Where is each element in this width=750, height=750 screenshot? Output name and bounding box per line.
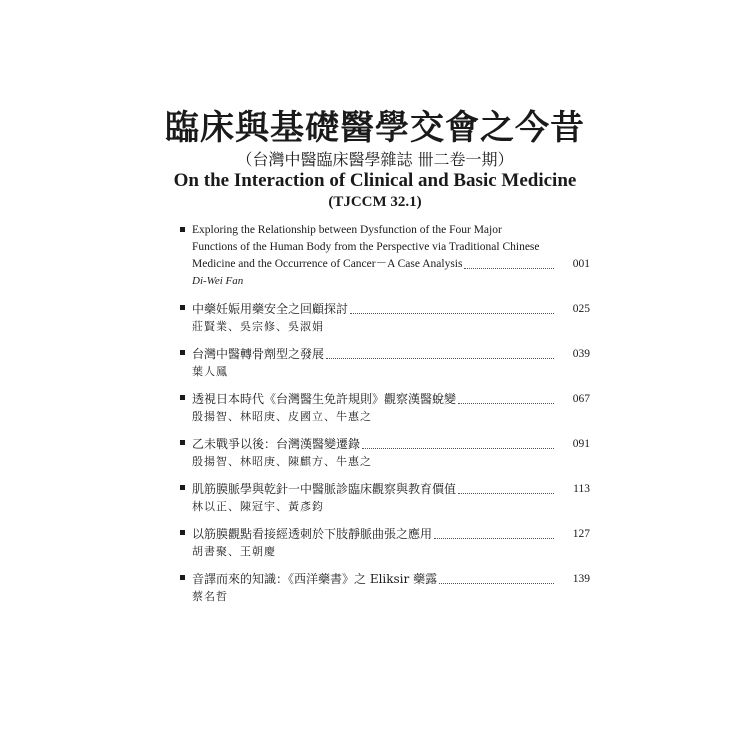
toc-entry-page: 139 bbox=[572, 573, 590, 585]
table-of-contents bbox=[180, 222, 590, 605]
dot-leader bbox=[458, 403, 554, 404]
toc-entry-title-line: Medicine and the Occurrence of Cancer－A Case Analysis bbox=[192, 258, 463, 270]
toc-entry-title-line: Exploring the Relationship between Dysfunction of the Four Major bbox=[192, 224, 502, 236]
toc-entry-title-line: Functions of the Human Body from the Perspective via Traditional Chinese bbox=[192, 241, 540, 253]
bullet-icon bbox=[180, 485, 185, 490]
bullet-icon bbox=[180, 575, 185, 580]
bullet-icon bbox=[180, 350, 185, 355]
toc-entry bbox=[180, 300, 590, 335]
toc-entry-title: 肌筋膜脈學與乾針一中醫脈診臨床觀察與教育價值 bbox=[192, 482, 457, 496]
book-subtitle-chinese: （台灣中醫臨床醫學雜誌 卌二卷一期） bbox=[236, 150, 514, 169]
toc-entry-title: 中藥妊娠用藥安全之回顧探討 bbox=[192, 302, 349, 316]
toc-entry-authors: 莊賢業、吳宗修、吳淑娟 bbox=[192, 320, 324, 333]
toc-entry bbox=[180, 570, 590, 605]
toc-entry-title: 台灣中醫轉骨劑型之發展 bbox=[192, 347, 325, 361]
dot-leader bbox=[362, 448, 554, 449]
toc-entry-authors: 葉人鳳 bbox=[192, 365, 228, 378]
dot-leader bbox=[350, 313, 554, 314]
toc-entry-authors: 林以正、陳冠宇、黃彥鈞 bbox=[192, 500, 324, 513]
bullet-icon bbox=[180, 530, 185, 535]
toc-entry-authors: 殷揚智、林昭庚、皮國立、牛惠之 bbox=[192, 410, 372, 423]
bullet-icon bbox=[180, 395, 185, 400]
toc-entry bbox=[180, 390, 590, 425]
book-title-english: On the Interaction of Clinical and Basic Medicine bbox=[173, 170, 577, 191]
toc-entry-authors: Di-Wei Fan bbox=[192, 275, 244, 287]
toc-entry-page: 025 bbox=[572, 303, 590, 315]
dot-leader bbox=[439, 583, 554, 584]
toc-entry-title: 以筋膜觀點看接經透刺於下肢靜脈曲張之應用 bbox=[192, 527, 433, 541]
toc-entry-page: 113 bbox=[573, 483, 590, 495]
toc-entry-authors: 胡書聚、王朝慶 bbox=[192, 545, 276, 558]
dot-leader bbox=[458, 493, 554, 494]
bullet-icon bbox=[180, 227, 185, 232]
toc-entry bbox=[180, 345, 590, 380]
book-subtitle-english: (TJCCM 32.1) bbox=[328, 194, 422, 210]
toc-entry-authors: 殷揚智、林昭庚、陳麒方、牛惠之 bbox=[192, 455, 372, 468]
toc-entry-page: 067 bbox=[572, 393, 590, 405]
dot-leader bbox=[326, 358, 554, 359]
book-title-chinese: 臨床與基礎醫學交會之今昔 bbox=[165, 108, 585, 148]
toc-entry-title: 透視日本時代《台灣醫生免許規則》觀察漢醫蛻變 bbox=[192, 392, 457, 406]
dot-leader bbox=[464, 268, 554, 269]
dot-leader bbox=[434, 538, 554, 539]
toc-entry-title: 乙未戰爭以後：台灣漢醫變遷錄 bbox=[192, 437, 361, 451]
toc-entry-title: 音譯而來的知識：《西洋藥書》之 Eliksir 藥露 bbox=[192, 572, 438, 586]
toc-entry bbox=[180, 480, 590, 515]
bullet-icon bbox=[180, 440, 185, 445]
toc-entry-page: 127 bbox=[572, 528, 590, 540]
toc-entry-authors: 蔡名哲 bbox=[192, 590, 228, 603]
toc-entry bbox=[180, 435, 590, 470]
toc-entry-page: 039 bbox=[572, 348, 590, 360]
toc-entry-page: 091 bbox=[572, 438, 590, 450]
bullet-icon bbox=[180, 305, 185, 310]
toc-entry bbox=[180, 525, 590, 560]
toc-entry-page: 001 bbox=[572, 258, 590, 270]
toc-entry bbox=[180, 222, 590, 290]
